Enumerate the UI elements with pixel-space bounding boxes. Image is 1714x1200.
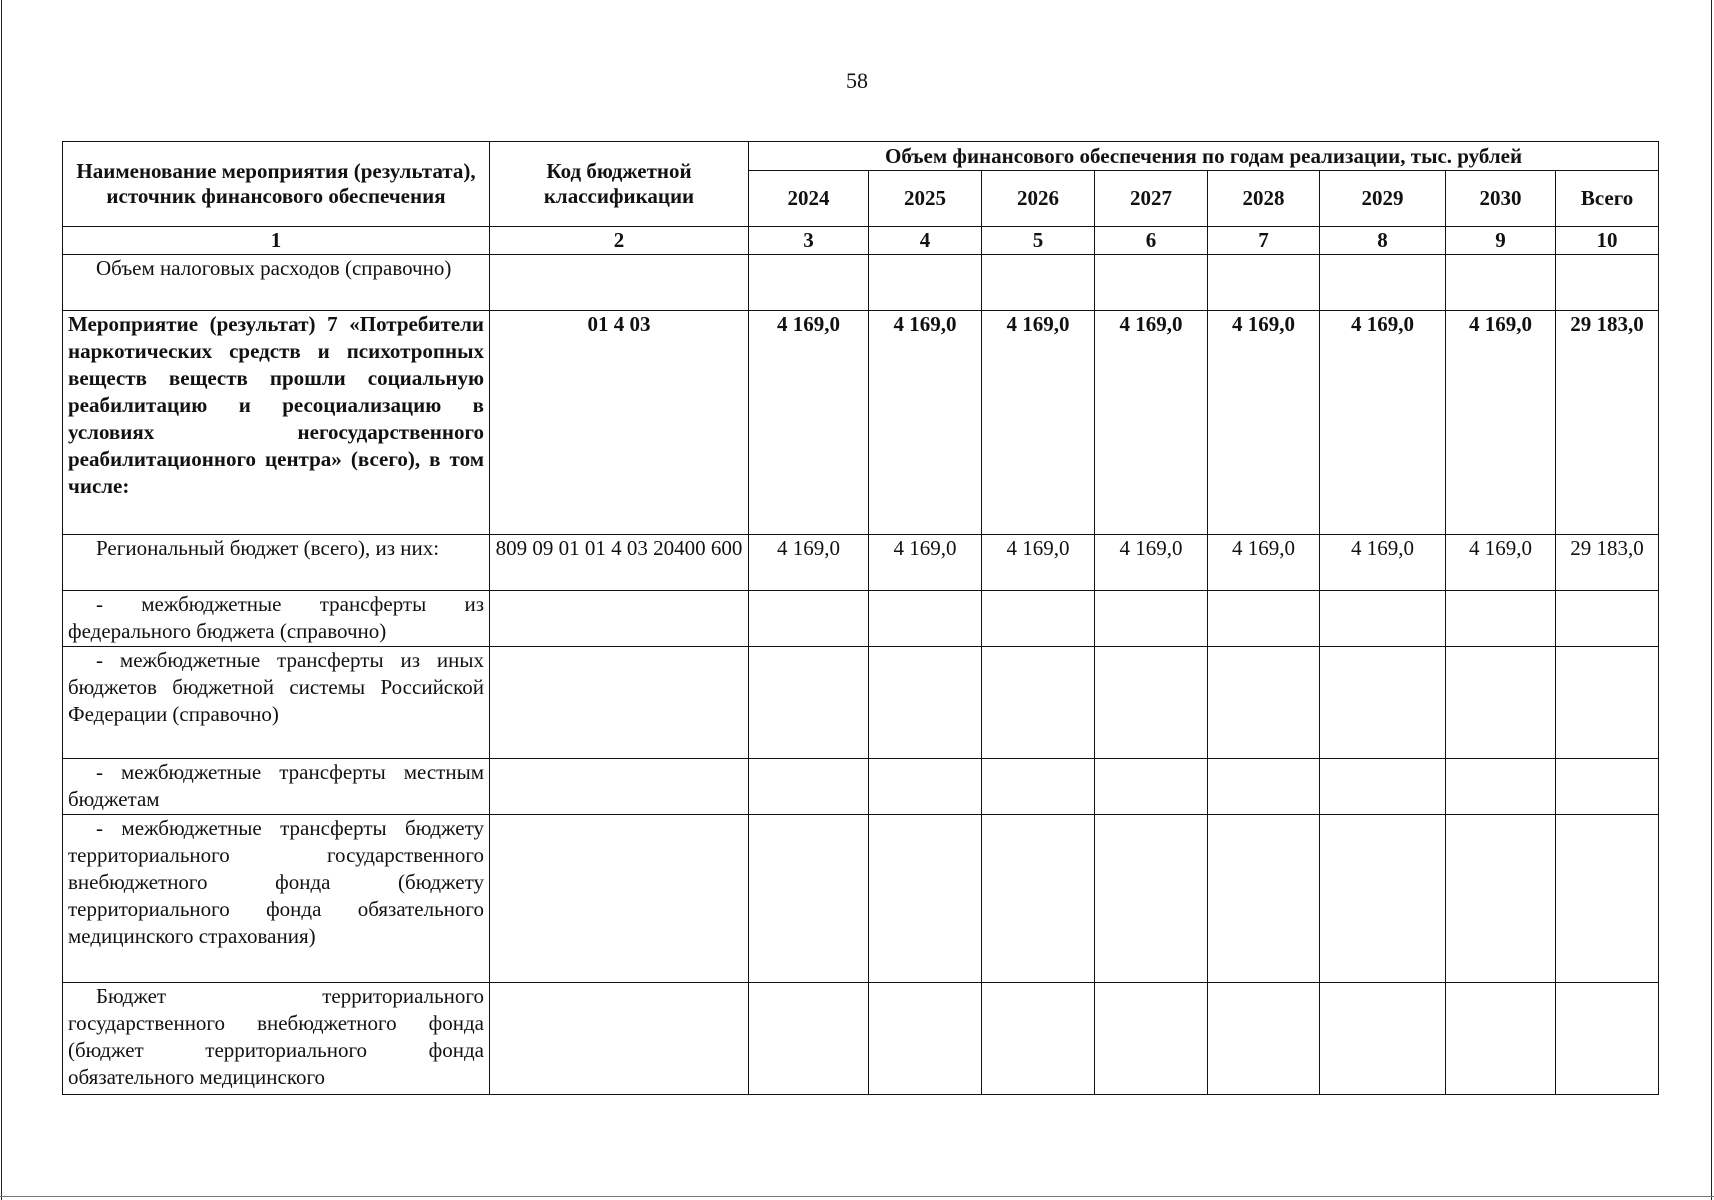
row-value: [1446, 255, 1556, 311]
row-value: 4 169,0: [1095, 535, 1208, 591]
header-year: 2029: [1320, 171, 1446, 227]
header-year: 2030: [1446, 171, 1556, 227]
row-value: [982, 647, 1095, 759]
header-year: 2028: [1208, 171, 1320, 227]
row-value: 4 169,0: [749, 311, 869, 535]
column-number: 7: [1208, 227, 1320, 255]
table-row: [63, 815, 1659, 983]
row-value: 4 169,0: [1446, 535, 1556, 591]
row-value: [1095, 759, 1208, 815]
row-total: [1556, 815, 1659, 983]
column-number: 2: [490, 227, 749, 255]
row-value: [1446, 759, 1556, 815]
row-value: [1320, 815, 1446, 983]
row-code: [490, 759, 749, 815]
row-value: [749, 983, 869, 1095]
row-total: [1556, 255, 1659, 311]
row-name: - межбюджетные трансферты из федерального бюджета (справочно): [63, 591, 490, 647]
table-row: [63, 311, 1659, 535]
row-value: 4 169,0: [982, 311, 1095, 535]
row-value: 4 169,0: [1446, 311, 1556, 535]
column-number: 1: [63, 227, 490, 255]
row-value: [1446, 815, 1556, 983]
row-value: [749, 647, 869, 759]
row-value: [982, 759, 1095, 815]
row-value: [1446, 647, 1556, 759]
row-code: [490, 255, 749, 311]
row-value: [1095, 815, 1208, 983]
header-total: Всего: [1556, 171, 1659, 227]
row-value: [869, 983, 982, 1095]
row-code: 809 09 01 01 4 03 20400 600: [490, 535, 749, 591]
row-value: [869, 759, 982, 815]
page-number: 58: [846, 68, 868, 93]
row-name: Мероприятие (результат) 7 «Потребители наркотических средств и психотропных веществ веществ прошли социальную реабилитацию и ресоциализацию в условиях негосударственного реабилитационного центра» (всего), в том числе:: [63, 311, 490, 535]
row-value: [1320, 983, 1446, 1095]
table-row: [63, 255, 1659, 311]
row-value: [1208, 815, 1320, 983]
row-value: [982, 591, 1095, 647]
table-row: [63, 535, 1659, 591]
header-year: 2024: [749, 171, 869, 227]
column-number: 8: [1320, 227, 1446, 255]
row-value: 4 169,0: [749, 535, 869, 591]
row-value: 4 169,0: [1208, 311, 1320, 535]
row-value: [1320, 759, 1446, 815]
row-value: [982, 255, 1095, 311]
row-total: 29 183,0: [1556, 535, 1659, 591]
row-value: [1095, 255, 1208, 311]
row-value: [982, 983, 1095, 1095]
row-value: 4 169,0: [869, 311, 982, 535]
header-year: 2026: [982, 171, 1095, 227]
column-number-row: [63, 227, 1659, 255]
row-code: [490, 591, 749, 647]
column-number: 4: [869, 227, 982, 255]
row-value: [1208, 255, 1320, 311]
row-value: [749, 759, 869, 815]
row-value: [749, 591, 869, 647]
column-number: 9: [1446, 227, 1556, 255]
row-value: [1320, 647, 1446, 759]
row-value: [869, 255, 982, 311]
row-value: 4 169,0: [1095, 311, 1208, 535]
row-value: 4 169,0: [982, 535, 1095, 591]
row-value: [1095, 591, 1208, 647]
row-value: [1320, 591, 1446, 647]
row-value: 4 169,0: [1320, 311, 1446, 535]
header-row-1: [63, 142, 1659, 171]
table-row: [63, 591, 1659, 647]
financing-table: [62, 141, 1659, 1095]
row-name: - межбюджетные трансферты бюджету территориального государственного внебюджетного фонда (бюджету территориального фонда обязательного медицинского страхования): [63, 815, 490, 983]
row-name: - межбюджетные трансферты из иных бюджетов бюджетной системы Российской Федерации (справочно): [63, 647, 490, 759]
row-value: [869, 591, 982, 647]
row-code: [490, 815, 749, 983]
row-value: [1208, 591, 1320, 647]
row-name: Объем налоговых расходов (справочно): [63, 255, 490, 311]
header-group: Объем финансового обеспечения по годам реализации, тыс. рублей: [749, 142, 1659, 171]
row-name: Бюджет территориального государственного внебюджетного фонда (бюджет территориального фонда обязательного медицинского: [63, 983, 490, 1095]
row-code: 01 4 03: [490, 311, 749, 535]
table-row: [63, 983, 1659, 1095]
table-row: [63, 759, 1659, 815]
row-total: [1556, 983, 1659, 1095]
row-total: [1556, 647, 1659, 759]
row-value: [982, 815, 1095, 983]
page-edge-bottom: [0, 1196, 1714, 1197]
row-code: [490, 647, 749, 759]
column-number: 10: [1556, 227, 1659, 255]
page-edge-left: [1, 0, 2, 1200]
header-code: Код бюджетной классификации: [490, 142, 749, 227]
column-number: 3: [749, 227, 869, 255]
row-value: [1446, 591, 1556, 647]
row-value: [869, 815, 982, 983]
row-total: [1556, 591, 1659, 647]
row-code: [490, 983, 749, 1095]
column-number: 6: [1095, 227, 1208, 255]
row-value: [869, 647, 982, 759]
row-value: 4 169,0: [1208, 535, 1320, 591]
row-value: 4 169,0: [1320, 535, 1446, 591]
column-number: 5: [982, 227, 1095, 255]
page-edge-right: [1711, 0, 1712, 1200]
row-name: Региональный бюджет (всего), из них:: [63, 535, 490, 591]
row-value: 4 169,0: [869, 535, 982, 591]
row-value: [1208, 759, 1320, 815]
table-row: [63, 647, 1659, 759]
header-name: Наименование мероприятия (результата), источник финансового обеспечения: [63, 142, 490, 227]
row-value: [1446, 983, 1556, 1095]
row-value: [1095, 983, 1208, 1095]
row-value: [1208, 983, 1320, 1095]
row-value: [1320, 255, 1446, 311]
row-value: [1208, 647, 1320, 759]
row-value: [749, 815, 869, 983]
row-value: [1095, 647, 1208, 759]
row-value: [749, 255, 869, 311]
row-name: - межбюджетные трансферты местным бюджетам: [63, 759, 490, 815]
row-total: [1556, 759, 1659, 815]
header-year: 2025: [869, 171, 982, 227]
header-year: 2027: [1095, 171, 1208, 227]
row-total: 29 183,0: [1556, 311, 1659, 535]
